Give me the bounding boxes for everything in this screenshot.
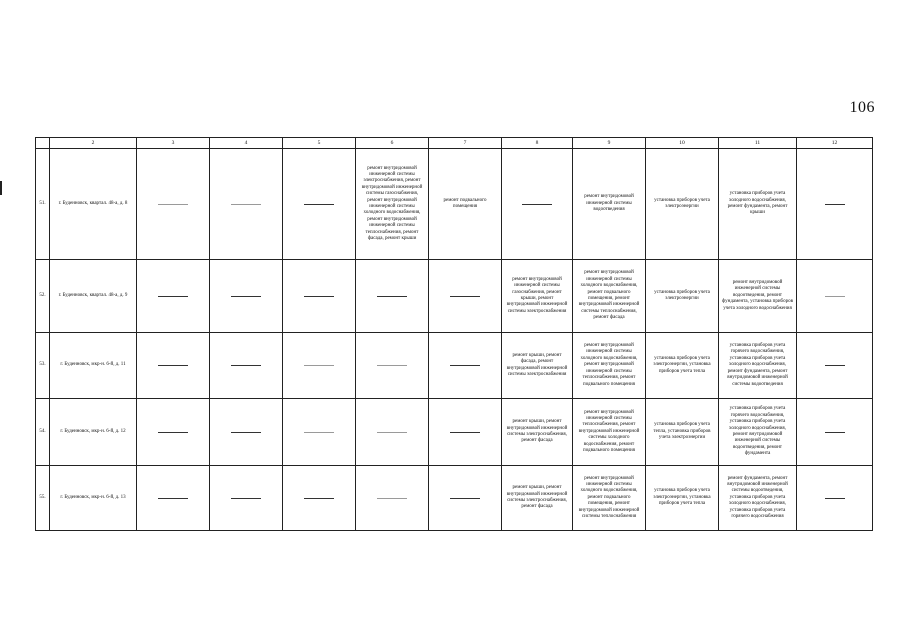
row-number: 52. xyxy=(36,260,50,333)
work-cell: ремонт внутридомовой инженерной системы холодного водоснабжения, ремонт подвального помещения, ремонт внутридомовой инженерной системы теплоснабжения, ремонт фасада xyxy=(573,260,646,333)
dash-mark xyxy=(231,296,261,297)
empty-cell xyxy=(210,466,283,531)
column-header: 2 xyxy=(50,138,137,149)
dash-mark xyxy=(377,296,407,297)
address-cell: г. Буденновск, квартал. 48-а, д. 9 xyxy=(50,260,137,333)
repair-schedule-table xyxy=(35,137,873,531)
row-number: 53. xyxy=(36,333,50,399)
empty-cell xyxy=(797,260,873,333)
column-header: 11 xyxy=(719,138,797,149)
empty-cell xyxy=(797,149,873,260)
dash-mark xyxy=(825,432,845,433)
dash-mark xyxy=(304,296,334,297)
address-cell: г. Буденновск, мкр-н. 6-й, д. 12 xyxy=(50,399,137,466)
dash-mark xyxy=(158,296,188,297)
dash-mark xyxy=(825,498,845,499)
dash-mark xyxy=(231,432,261,433)
work-cell: ремонт внутридомовой инженерной системы водоотведения xyxy=(573,149,646,260)
work-cell: ремонт внутридомовой инженерной системы теплоснабжения, ремонт внутридомовой инженерной системы холодного водоснабжения, ремонт подвального помещения xyxy=(573,399,646,466)
table-row xyxy=(36,333,873,399)
empty-cell xyxy=(137,399,210,466)
dash-mark xyxy=(377,432,407,433)
empty-cell xyxy=(429,260,502,333)
dash-mark xyxy=(304,204,334,205)
empty-cell xyxy=(283,466,356,531)
empty-cell xyxy=(797,466,873,531)
dash-mark xyxy=(825,204,845,205)
dash-mark xyxy=(158,432,188,433)
row-number: 54. xyxy=(36,399,50,466)
work-cell: ремонт внутридомовой инженерной системы электроснабжения, ремонт внутридомовой инженерной системы газоснабжения, ремонт внутридомовой инженерной системы холодного водоснабжения, ремонт внутридомовой инженерной системы теплоснабжения, ремонт фасада, ремонт крыши xyxy=(356,149,429,260)
empty-cell xyxy=(283,333,356,399)
empty-cell xyxy=(283,260,356,333)
work-cell: ремонт фундамента, ремонт внутридомовой инженерной системы водоотведения, установка приборов учета холодного водоснабжения, установка приборов учета горячего водоснабжения xyxy=(719,466,797,531)
table-row xyxy=(36,149,873,260)
empty-cell xyxy=(502,149,573,260)
work-cell: установка приборов учета горячего водоснабжения, установка приборов учета холодного водоснабжения, ремонт внутридомовой инженерной системы водоотведения, ремонт фундамента xyxy=(719,399,797,466)
column-header: 6 xyxy=(356,138,429,149)
column-header: 3 xyxy=(137,138,210,149)
work-cell: установка приборов учета холодного водоснабжения, ремонт фундамента, ремонт крыши xyxy=(719,149,797,260)
column-header: 12 xyxy=(797,138,873,149)
empty-cell xyxy=(210,149,283,260)
table-row xyxy=(36,466,873,531)
dash-mark xyxy=(450,498,480,499)
empty-cell xyxy=(137,260,210,333)
dash-mark xyxy=(304,365,334,366)
empty-cell xyxy=(137,466,210,531)
row-number: 55. xyxy=(36,466,50,531)
page-number: 106 xyxy=(849,99,875,116)
address-cell: г. Буденновск, квартал. 48-а, д. 8 xyxy=(50,149,137,260)
row-number: 51. xyxy=(36,149,50,260)
column-header: 7 xyxy=(429,138,502,149)
work-cell: установка приборов учета тепла, установка приборов учета электроэнергии xyxy=(646,399,719,466)
empty-cell xyxy=(356,260,429,333)
work-cell: установка приборов учета электроэнергии, установка приборов учета тепла xyxy=(646,466,719,531)
work-cell: ремонт крыши, ремонт внутридомовой инженерной системы электроснабжения, ремонт фасада xyxy=(502,466,573,531)
dash-mark xyxy=(158,498,188,499)
work-cell: ремонт внутридомовой инженерной системы холодного водоснабжения, ремонт внутридомовой инженерной системы теплоснабжения, ремонт подвального помещения xyxy=(573,333,646,399)
dash-mark xyxy=(450,365,480,366)
empty-cell xyxy=(429,399,502,466)
column-number-row xyxy=(36,138,873,149)
column-header xyxy=(36,138,50,149)
empty-cell xyxy=(283,399,356,466)
table-row xyxy=(36,399,873,466)
work-cell: ремонт подвального помещения xyxy=(429,149,502,260)
empty-cell xyxy=(137,333,210,399)
column-header: 4 xyxy=(210,138,283,149)
empty-cell xyxy=(356,399,429,466)
column-header: 10 xyxy=(646,138,719,149)
address-cell: г. Буденновск, мкр-н. 6-й, д. 11 xyxy=(50,333,137,399)
work-cell: установка приборов учета электроэнергии xyxy=(646,149,719,260)
empty-cell xyxy=(137,149,210,260)
work-cell: ремонт крыши, ремонт фасада, ремонт внутридомовой инженерной системы электроснабжения xyxy=(502,333,573,399)
column-header: 9 xyxy=(573,138,646,149)
column-header: 8 xyxy=(502,138,573,149)
work-cell: установка приборов учета горячего водоснабжения, установка приборов учета холодного водоснабжения, ремонт фундамента, ремонт внутридомовой инженерной системы водоотведения xyxy=(719,333,797,399)
empty-cell xyxy=(356,333,429,399)
table-row xyxy=(36,260,873,333)
work-cell: установка приборов учета электроэнергии, установка приборов учета тепла xyxy=(646,333,719,399)
empty-cell xyxy=(797,333,873,399)
dash-mark xyxy=(231,498,261,499)
work-cell: ремонт внутридомовой инженерной системы газоснабжения, ремонт крыши, ремонт внутридомовой инженерной системы электроснабжения xyxy=(502,260,573,333)
work-cell: ремонт внутридомовой инженерной системы холодного водоснабжения, ремонт подвального помещения, ремонт внутридомовой инженерной системы теплоснабжения xyxy=(573,466,646,531)
dash-mark xyxy=(231,365,261,366)
work-cell: установка приборов учета электроэнергии xyxy=(646,260,719,333)
dash-mark xyxy=(231,204,261,205)
address-cell: г. Буденновск, мкр-н. 6-й, д. 13 xyxy=(50,466,137,531)
dash-mark xyxy=(450,432,480,433)
dash-mark xyxy=(522,204,552,205)
scan-edge-mark xyxy=(0,181,2,195)
empty-cell xyxy=(210,333,283,399)
dash-mark xyxy=(304,432,334,433)
dash-mark xyxy=(304,498,334,499)
empty-cell xyxy=(356,466,429,531)
work-cell: ремонт внутридомовой инженерной системы водоотведения, ремонт фундамента, установка приборов учета холодного водоснабжения xyxy=(719,260,797,333)
dash-mark xyxy=(825,296,845,297)
column-header: 5 xyxy=(283,138,356,149)
empty-cell xyxy=(429,466,502,531)
empty-cell xyxy=(797,399,873,466)
empty-cell xyxy=(210,399,283,466)
dash-mark xyxy=(377,365,407,366)
dash-mark xyxy=(825,365,845,366)
empty-cell xyxy=(283,149,356,260)
work-cell: ремонт крыши, ремонт внутридомовой инженерной системы электроснабжения, ремонт фасада xyxy=(502,399,573,466)
empty-cell xyxy=(429,333,502,399)
dash-mark xyxy=(158,365,188,366)
dash-mark xyxy=(450,296,480,297)
dash-mark xyxy=(158,204,188,205)
dash-mark xyxy=(377,498,407,499)
empty-cell xyxy=(210,260,283,333)
